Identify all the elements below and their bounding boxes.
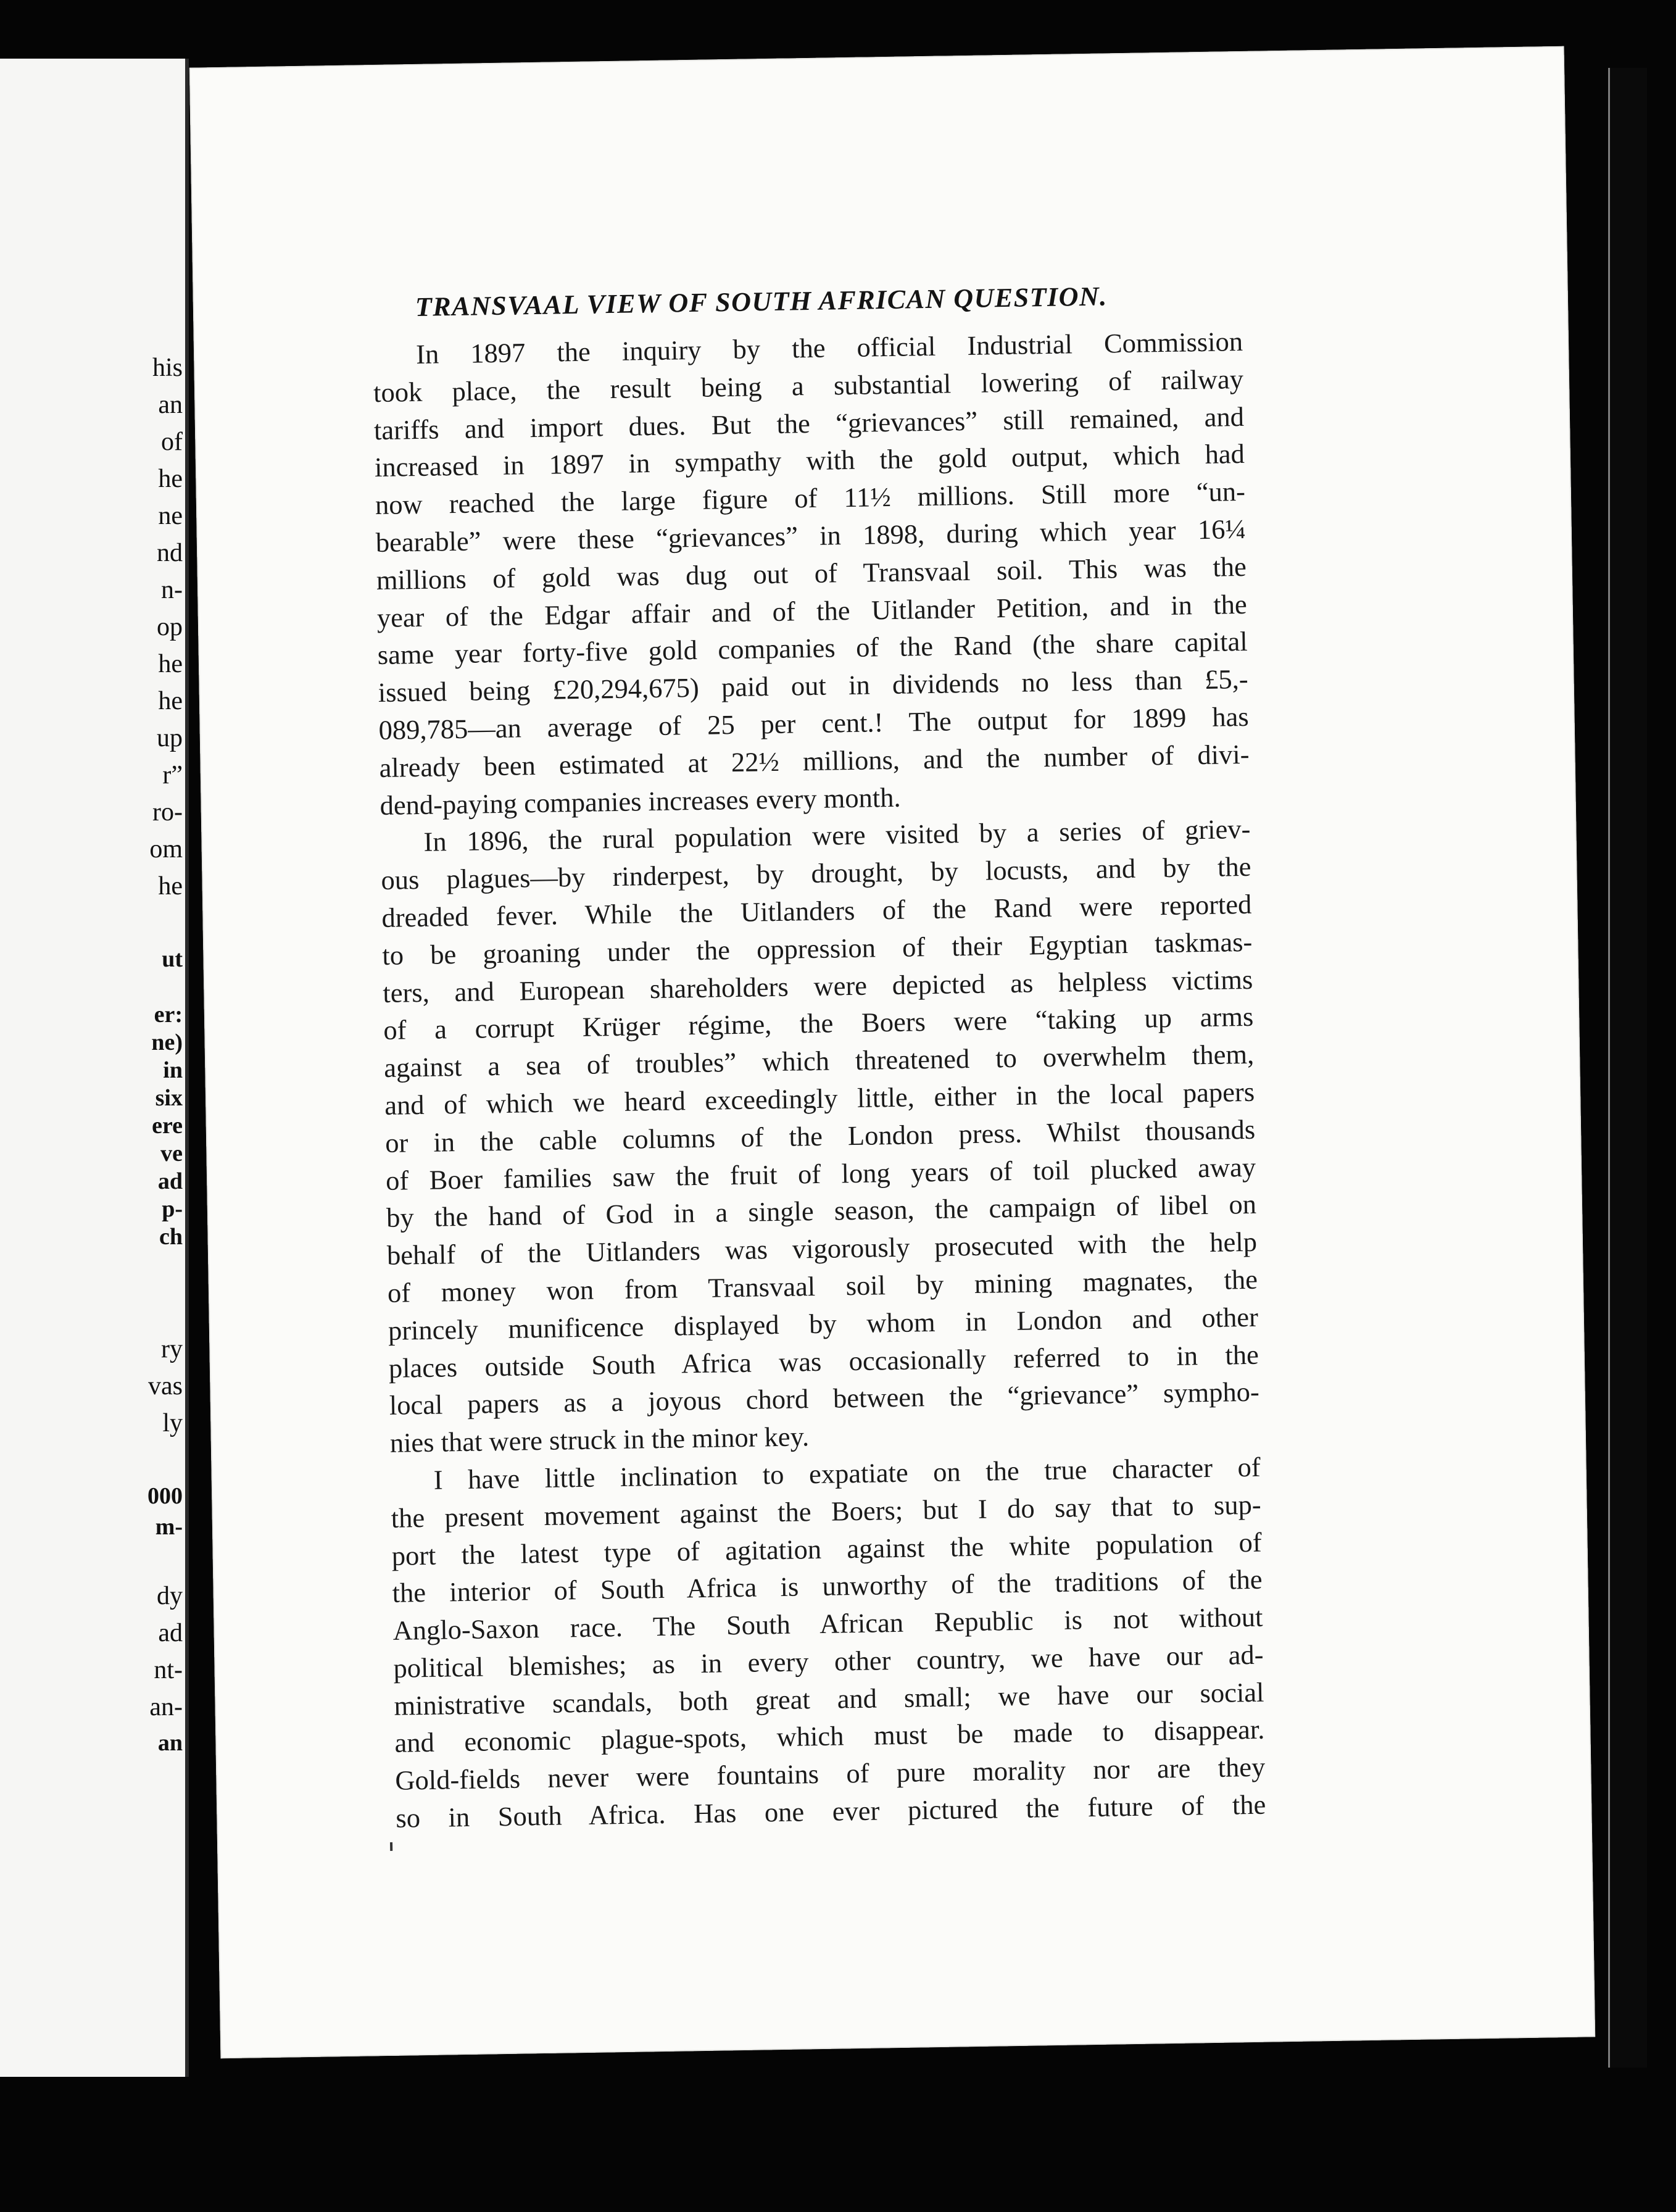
text-line: port the latest type of agitation against the white population of: [391, 1526, 1262, 1571]
left-page-fragment: ut: [162, 946, 183, 972]
text-line: behalf of the Uitlanders was vigorously prosecuted with the help: [386, 1226, 1258, 1271]
left-page-fragment: ne: [158, 502, 183, 530]
left-page-fragment: op: [157, 613, 183, 641]
left-page-fragment: ch: [159, 1224, 183, 1250]
text-line: political blemishes; as in every other country, we have our ad-: [393, 1639, 1264, 1684]
left-page-fragment: ly: [162, 1409, 183, 1437]
left-page-fragment: p-: [162, 1196, 183, 1222]
text-line: Gold-fields never were fountains of pure morality nor are they: [395, 1751, 1266, 1797]
scan-speck: [390, 1842, 392, 1851]
left-page-fragment: an-: [149, 1693, 183, 1721]
text-line: princely munificence displayed by whom in London and other: [388, 1301, 1259, 1346]
text-line: year of the Edgar affair and of the Uitlander Petition, and in the: [376, 588, 1248, 633]
text-line: of a corrupt Krüger régime, the Boers were “taking up arms: [383, 1001, 1254, 1046]
left-page-fragment: n-: [161, 576, 183, 604]
text-line: issued being £20,294,675) paid out in dividends no less than £5,-: [378, 663, 1248, 709]
left-page-fragment: ro-: [152, 798, 183, 826]
left-page-fragment: vas: [148, 1372, 183, 1400]
text-line: of money won from Transvaal soil by mining magnates, the: [387, 1263, 1258, 1308]
left-page-fragment: ere: [152, 1113, 183, 1139]
left-page-fragment: nt-: [154, 1656, 183, 1684]
left-page-fragment: he: [158, 687, 183, 715]
left-page-text-fragments: [0, 59, 185, 2077]
text-line: dend-paying companies increases every month.: [380, 781, 901, 821]
text-line: of Boer families saw the fruit of long years of toil plucked away: [385, 1151, 1256, 1196]
text-line: against a sea of troubles” which threatened to overwhelm them,: [383, 1038, 1255, 1084]
left-page-fragment: his: [152, 354, 183, 382]
left-page-fragment: ry: [161, 1335, 183, 1363]
left-page-fragment: he: [158, 650, 183, 678]
text-line: dreaded fever. While the Uitlanders of the Rand were reported: [381, 888, 1252, 933]
left-page-fragment: ad: [158, 1619, 183, 1647]
text-line: nies that were struck in the minor key.: [389, 1421, 810, 1458]
text-line: so in South Africa. Has one ever pictured the future of the: [395, 1789, 1266, 1834]
left-page-fragment: dy: [157, 1582, 183, 1610]
left-page-fragment: om: [149, 835, 183, 863]
left-page-fragment: six: [155, 1085, 183, 1111]
left-facing-page: [0, 59, 189, 2077]
left-page-fragment: ad: [157, 1168, 183, 1194]
text-line: ters, and European shareholders were depicted as helpless victims: [382, 963, 1253, 1008]
page-edge-shadow: [1608, 68, 1647, 2068]
page-body-text: [373, 323, 1266, 1837]
left-page-fragment: m-: [155, 1514, 183, 1540]
text-line: local papers as a joyous chord between the “grievance” sympho-: [389, 1376, 1260, 1421]
text-line: now reached the large figure of 11½ millions. Still more “un-: [375, 476, 1246, 521]
text-line: ous plagues—by rinderpest, by drought, by locusts, and by the: [381, 850, 1251, 896]
text-line: already been estimated at 22½ millions, and the number of divi-: [379, 738, 1250, 783]
text-line: to be groaning under the oppression of their Egyptian taskmas-: [382, 926, 1253, 971]
left-page-fragment: ve: [160, 1141, 183, 1166]
text-line: the interior of South Africa is unworthy of the traditions of the: [392, 1563, 1263, 1609]
text-line: places outside South Africa was occasionally referred to in the: [388, 1339, 1259, 1384]
left-page-fragment: up: [157, 724, 183, 752]
text-line: or in the cable columns of the London press. Whilst thousands: [384, 1113, 1256, 1158]
page-running-title: TRANSVAAL VIEW OF SOUTH AFRICAN QUESTION.: [415, 281, 1108, 322]
left-page-fragment: in: [163, 1057, 183, 1083]
book-page: [189, 46, 1595, 2059]
text-line: and of which we heard exceedingly little, either in the local papers: [384, 1076, 1255, 1121]
text-line: same year forty-five gold companies of the Rand (the share capital: [377, 626, 1248, 671]
text-line: In 1897 the inquiry by the official Industrial Commission: [415, 325, 1243, 370]
text-line: and economic plague-spots, which must be made to disappear.: [394, 1714, 1265, 1759]
left-page-fragment: nd: [157, 539, 183, 567]
left-page-fragment: 000: [147, 1483, 183, 1509]
text-line: tariffs and import dues. But the “grievances” still remained, and: [373, 401, 1245, 446]
left-page-fragment: r”: [162, 761, 183, 789]
left-page-fragment: an: [157, 1730, 183, 1756]
text-line: by the hand of God in a single season, the campaign of libel on: [386, 1189, 1257, 1234]
left-page-fragment: an: [158, 391, 183, 419]
left-page-fragment: ne): [151, 1029, 183, 1055]
text-line: Anglo-Saxon race. The South African Republic is not without: [392, 1601, 1263, 1646]
text-line: I have little inclination to expatiate on the true character of: [433, 1451, 1261, 1495]
text-line: millions of gold was dug out of Transvaal soil. This was the: [376, 551, 1247, 596]
text-line: the present movement against the Boers; but I do say that to sup-: [391, 1489, 1261, 1534]
left-page-fragment: er:: [154, 1002, 183, 1028]
left-page-fragment: he: [158, 872, 183, 900]
text-line: took place, the result being a substantial lowering of railway: [373, 363, 1244, 408]
text-line: increased in 1897 in sympathy with the gold output, which had: [374, 438, 1245, 483]
text-line: 089,785—an average of 25 per cent.! The output for 1899 has: [378, 701, 1249, 746]
left-page-fragment: of: [161, 428, 183, 456]
left-page-fragment: he: [158, 465, 183, 493]
text-line: ministrative scandals, both great and small; we have our social: [394, 1676, 1264, 1721]
text-line: In 1896, the rural population were visited by a series of griev-: [423, 813, 1251, 858]
text-line: bearable” were these “grievances” in 1898, during which year 16¼: [375, 513, 1247, 559]
